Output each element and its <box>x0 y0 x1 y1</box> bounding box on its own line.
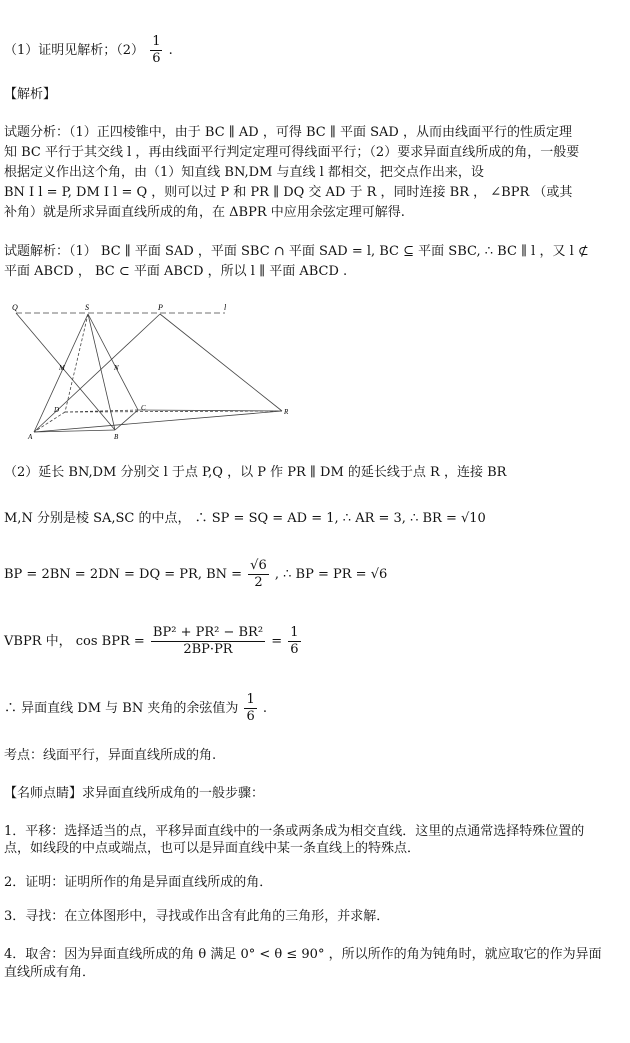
bn-frac-den: 2 <box>254 575 263 590</box>
label-A: A <box>28 433 33 440</box>
step-1a: 1．平移：选择适当的点，平移异面直线中的一条或两条成为相交直线．这里的点通常选择特殊位置的 <box>4 824 585 839</box>
cos-result-den: 6 <box>290 642 299 657</box>
cos-result-num: 1 <box>290 625 299 640</box>
label-C: C <box>141 404 146 412</box>
cos-fraction <box>151 625 265 658</box>
cos-result-fraction <box>288 625 300 658</box>
part2-line-5 <box>4 692 626 725</box>
part2-line-4-a: VBPR 中， cos BPR = <box>4 634 145 649</box>
answer-text: （1）证明见解析；（2） <box>4 43 145 58</box>
answer-frac-num: 1 <box>152 34 161 49</box>
analysis-line-3: 根据定义作出这个角，由（1）知直线 BN,DM 与直线 l 都相交，把交点作出来，设 <box>4 165 484 180</box>
bn-fraction <box>248 558 269 591</box>
label-M: M <box>59 364 65 372</box>
tips-title: 【名师点睛】求异面直线所成角的一般步骤： <box>4 786 265 801</box>
label-P: P <box>158 303 163 312</box>
analysis-line-2: 知 BC 平行于其交线 l ，再由线面平行判定定理可得线面平行；（2）要求异面直线所成的角，一般要 <box>4 145 580 160</box>
part2-line-3 <box>4 558 626 591</box>
final-frac-den: 6 <box>246 709 255 724</box>
label-R: R <box>284 408 289 416</box>
answer-line <box>4 34 626 67</box>
cos-frac-den: 2BP·PR <box>183 642 233 657</box>
final-frac-num: 1 <box>246 692 255 707</box>
answer-frac-den: 6 <box>152 51 161 66</box>
step-1b: 点，如线段的中点或端点，也可以是异面直线中某一条直线上的特殊点． <box>4 841 421 856</box>
label-l: l <box>224 303 227 312</box>
label-N: N <box>114 364 119 372</box>
label-Q: Q <box>12 303 18 312</box>
pyramid-figure <box>10 300 300 440</box>
part2-line-5-b: . <box>262 701 268 716</box>
bn-frac-num: √6 <box>250 558 267 573</box>
cos-equals: = <box>271 634 283 649</box>
analysis-line-5: 补角）就是所求异面直线所成的角，在 ΔBPR 中应用余弦定理可解得. <box>4 205 405 220</box>
section-title: 【解析】 <box>4 87 57 102</box>
part2-line-4 <box>4 625 626 658</box>
part2-line-5-a: ∴ 异面直线 DM 与 BN 夹角的余弦值为 <box>4 701 239 716</box>
solution-line-2: 平面 ABCD ， BC ⊂ 平面 ABCD ，所以 l ∥ 平面 ABCD . <box>4 264 348 279</box>
answer-fraction <box>150 34 162 67</box>
final-fraction <box>244 692 256 725</box>
solution-line-1: 试题解析：（1） BC ∥ 平面 SAD ，平面 SBC ∩ 平面 SAD = l, BC ⊆ 平面 SBC, ∴ BC ∥ l ，又 l ⊄ <box>4 244 589 259</box>
label-B: B <box>114 433 119 440</box>
analysis-line-4: BN I l = P, DM I l = Q ，则可以过 P 和 PR ∥ DQ 交 AD 于 R ，同时连接 BR ， ∠BPR （或其 <box>4 185 573 200</box>
label-D: D <box>54 406 60 414</box>
step-4b: 直线所成有角． <box>4 965 96 980</box>
step-4a: 4．取舍：因为异面直线所成的角 θ 满足 0° < θ ≤ 90° ，所以所作的角为钝角时，就应取它的作为异面 <box>4 947 602 962</box>
part2-line-2: M,N 分别是棱 SA,SC 的中点， ∴ SP = SQ = AD = 1, ∴ AR = 3, ∴ BR = √10 <box>4 511 486 526</box>
answer-tail: . <box>168 43 173 58</box>
part2-line-1: （2）延长 BN,DM 分别交 l 于点 P,Q ，以 P 作 PR ∥ DM 的延长线于点 R ，连接 BR <box>4 465 507 480</box>
kaodian: 考点：线面平行，异面直线所成的角. <box>4 748 217 763</box>
label-S: S <box>85 303 89 312</box>
analysis-line-1: 试题分析：（1）正四棱锥中，由于 BC ∥ AD ，可得 BC ∥ 平面 SAD ，从而由线面平行的性质定理 <box>4 125 572 140</box>
part2-line-3-a: BP = 2BN = 2DN = DQ = PR, BN = <box>4 567 243 582</box>
step-3: 3．寻找：在立体图形中，寻找或作出含有此角的三角形，并求解． <box>4 909 390 924</box>
step-2: 2．证明：证明所作的角是异面直线所成的角． <box>4 875 273 890</box>
cos-frac-num: BP² + PR² − BR² <box>152 625 264 640</box>
part2-line-3-b: , ∴ BP = PR = √6 <box>274 567 388 582</box>
